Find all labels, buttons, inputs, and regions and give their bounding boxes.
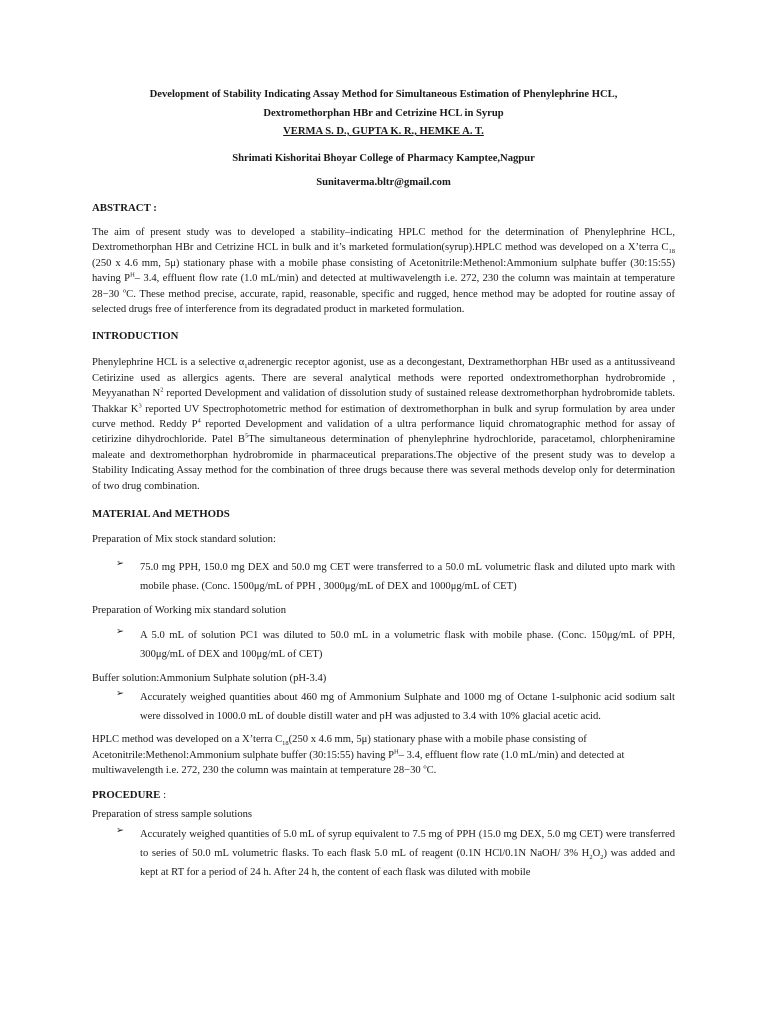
hplc-method-paragraph: HPLC method was developed on a X’terra $C_{18}(250$ x 4.6 mm, 5μ) stationary phase with a mobile phase consisting of Acetonitrile:Methenol:Ammonium sulphate buffer (30:15:55) having $P^H-$ 3.4, effluent flow rate (1.0 mL/min) and detected at multiwavelength i.e. 272, 230 the column was maintain at temperature 28−30 $^o$C. — [92, 734, 625, 777]
buffer-text: Accurately weighed quantities about 460 mg of Ammonium Sulphate and 1000 mg of Octane 1-sulphonic acid sodium salt were dissolved in 1000.0 mL of double distill water and pH was adjusted to 3.4 with 10% glacial acetic acid. — [140, 692, 675, 723]
author-list: VERMA S. D., GUPTA K. R., HEMKE A. T. — [283, 126, 484, 137]
stress-sample-label: Preparation of stress sample solutions — [92, 808, 253, 820]
methods-heading: MATERIAL And METHODS — [92, 508, 230, 521]
stress-sample-bullet — [92, 825, 675, 882]
arrowhead-bullet-icon: ➢ — [116, 688, 124, 700]
introduction-paragraph: Phenylephrine HCL is a selective $\alpha_1adrenergic$ receptor agonist, use as a decongestant, Dextramethorphan HBr used as a antitussiveand Cetirizine used as allergics agents. There are several analytical methods were reported ondextromethorphan hydrobromide , Meyyanathan $N^2$ reported Development and validation of dissolution study of sustained release dextromethorphan hydrobromide tablets. Thakkar $K^3$ reported UV Spectrophotometric method for estimation of dextromethorphan in bulk and syrup formulation by area under curve method. Reddy $P^4$ reported Development and validation of a ultra performance liquid chromatographic method for assay of cetirizine dihydrochloride. Patel $B^5The$ simultaneous determination of phenylephrine hydrochloride, paracetamol, chlorpheniramine maleate and dextromethorphan hydrobromide in pharmaceutical preparations.The objective of the present study was to develop a Stability Indicating Assay method for the combination of three drugs because there was several methods develop only for determination of two drug combination. — [92, 357, 675, 492]
affiliation: Shrimati Kishoritai Bhoyar College of Pharmacy Kamptee,Nagpur — [232, 153, 535, 164]
author-email: Sunitaverma.bltr@gmail.com — [316, 177, 451, 188]
paper-title-line-1: Development of Stability Indicating Assay Method for Simultaneous Estimation of Phenylephrine HCL, — [149, 89, 618, 100]
mix-stock-text: 75.0 mg PPH, 150.0 mg DEX and 50.0 mg CET were transferred to a 50.0 mL volumetric flask and diluted upto mark with mobile phase. (Conc. 1500μg/mL of PPH , 3000μg/mL of DEX and 1000μg/mL of CET) — [140, 561, 675, 592]
arrowhead-bullet-icon: ➢ — [116, 625, 124, 637]
arrowhead-bullet-icon: ➢ — [116, 824, 124, 836]
arrowhead-bullet-icon: ➢ — [116, 557, 124, 569]
working-mix-bullet — [92, 626, 675, 664]
abstract-heading: ABSTRACT : — [92, 202, 157, 214]
introduction-heading: INTRODUCTION — [92, 330, 179, 343]
buffer-bullet — [92, 688, 675, 726]
procedure-heading: PROCEDURE : — [92, 788, 167, 801]
abstract-paragraph: The aim of present study was to developed a stability–indicating HPLC method for the determination of Phenylephrine HCL, Dextromethorphan HBr and Cetrizine HCL in bulk and it’s marketed formulation(syrup).HPLC method was developed on a X’terra $C_{18}$ (250 x 4.6 mm, 5μ) stationary phase with a mobile phase consisting of Acetonitrile:Methenol:Ammonium sulphate buffer (30:15:55) having $P^H-$ 3.4, effluent flow rate (1.0 mL/min) and detected at multiwavelength i.e. 272, 230 the column was maintain at temperature 28−30 $^o$C. These method precise, accurate, rapid, reasonable, specific and rugged, hence method may be adopted for routine assay of selected drugs free of interference from its degradated product in marketed formulation. — [92, 227, 676, 316]
buffer-label: Buffer solution:Ammonium Sulphate solution (pH-3.4) — [92, 672, 327, 684]
working-mix-label: Preparation of Working mix standard solution — [92, 604, 287, 616]
paper-page — [92, 84, 675, 882]
working-mix-text: A 5.0 mL of solution PC1 was diluted to 50.0 mL in a volumetric flask with mobile phase. (Conc. 150μg/mL of PPH, 300μg/mL of DEX and 100μg/mL of CET) — [140, 629, 675, 660]
stress-sample-text: Accurately weighed quantities of 5.0 mL of syrup equivalent to 7.5 mg of PPH (15.0 mg DEX, 5.0 mg CET) were transferred to series of 50.0 mL volumetric flasks. To each flask 5.0 mL of reagent (0.1N HCl/0.1N NaOH/ 3% $H_2O_2$) was added and kept at RT for a period of 24 h. After 24 h, the content of each flask was diluted with mobile — [140, 828, 675, 878]
paper-title-line-2: Dextromethorphan HBr and Cetrizine HCL in Syrup — [263, 108, 504, 119]
mix-stock-bullet — [92, 558, 675, 596]
mix-stock-label: Preparation of Mix stock standard solution: — [92, 534, 276, 546]
